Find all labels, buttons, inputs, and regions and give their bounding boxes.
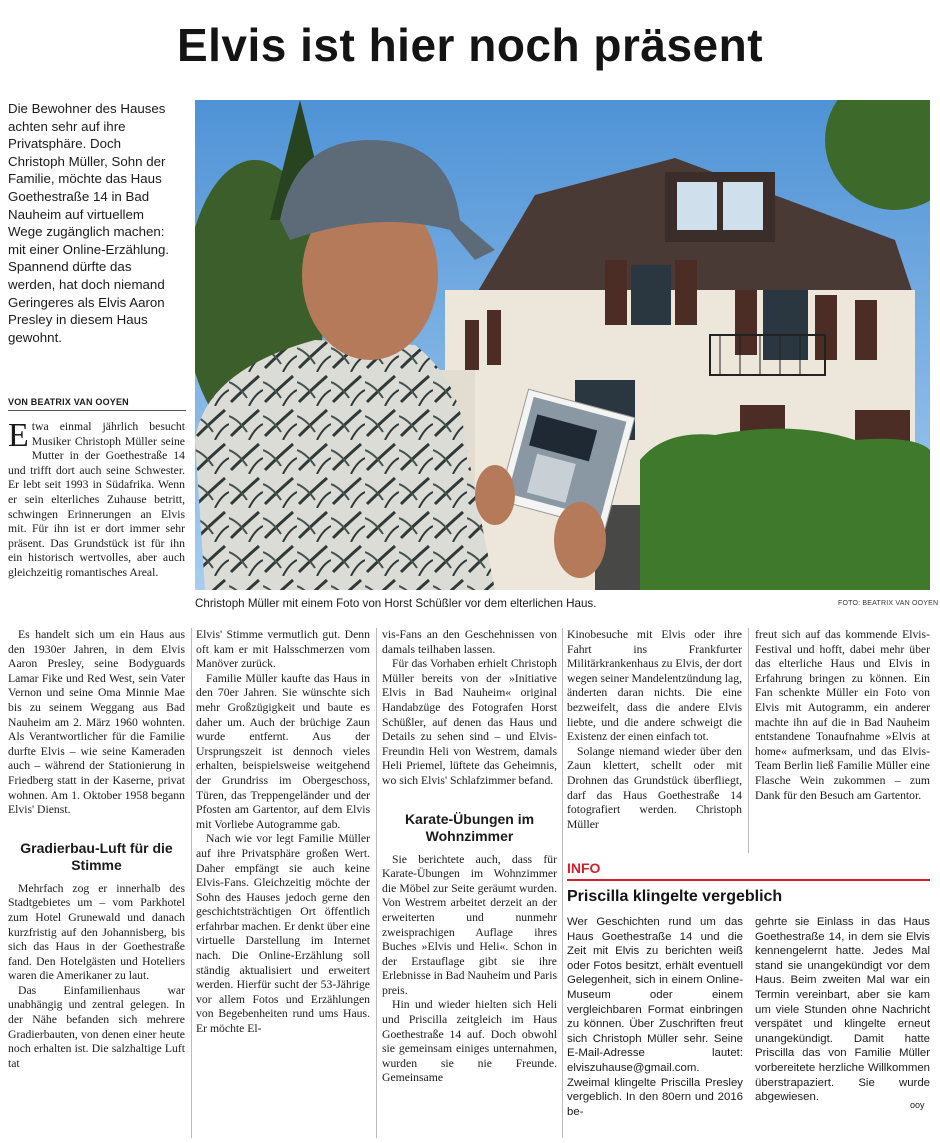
subheading: Gradierbau-Luft für die Stimme (20, 839, 173, 873)
article-photo (195, 100, 930, 590)
paragraph: Das Einfamilienhaus war unabhängig und zentral gelegen. In der Nähe befanden sich mehrere Gradierbauten, von denen einer heute noch erhalten ist. Die salzhaltige Luft tat (8, 983, 185, 1070)
column-4 (567, 628, 742, 832)
column-1 (8, 628, 185, 1071)
paragraph: Hin und wieder hielten sich Heli und Priscilla zeitgleich im Haus Goethestraße 14 auf. Doch obwohl sie gemeinsam einiges unternahmen, wurden sie nie Freunde. Gemeinsame (382, 998, 557, 1085)
info-label: INFO (567, 860, 601, 876)
info-text-right: gehrte sie Einlass in das Haus Goethestraße 14, in dem sie Elvis kennengelernt hatte. Jedes Mal stand sie unangekündigt vor dem Haus. Beim zweiten Mal war ein Termin vereinbart, aber sie kam um viele Stunden ohne Nachricht verspätet und klingelte erneut unangekündigt. Damit hatte Priscilla das von Familie Müller vorbereitete herzliche Willkommen überstrapaziert. Sie wurde abgewiesen. (755, 916, 930, 1104)
paragraph: Sie berichtete auch, dass für Karate-Übungen im Wohnzimmer die Möbel zur Seite geräumt wurden. Von Westrem arbeitet derzeit an der erweiterten und nunmehr zweisprachigen Auflage ihres Buches »Elvis und Heli«. Schon in der Erstauflage gibt sie ihre Erlebnisse in Bad Nauheim und Paris preis. (382, 852, 557, 997)
paragraph: vis-Fans an den Geschehnissen von damals teilhaben lassen. (382, 628, 557, 656)
paragraph: Mehrfach zog er innerhalb des Stadtgebietes um – vom Parkhotel zum Hotel Grunewald und danach kurzfristig auf den Johannisberg, bis sich das Haus in der Goethestraße fand. Den Hotelgästen und Hoteliers waren die Amerikaner zu laut. (8, 881, 185, 983)
paragraph: Solange niemand wieder über den Zaun klettert, schellt oder mit Drohnen das Grundstück überfliegt, darf das Haus Goethestraße 14 fotografiert werden. Christoph Müller (567, 744, 742, 831)
subheading: Karate-Übungen im Wohnzimmer (404, 810, 535, 844)
column-1-top (8, 417, 185, 581)
paragraph: Etwa einmal jährlich besucht Musiker Christoph Müller seine Mutter in der Goethestraße 14 und trifft dort auch seine Schwester. Er lebt seit 1993 in Südafrika. Wenn er sein elterliches Zuhause betritt, schwingen Erinnerungen an Elvis mit. Für ihn ist er dort immer sehr präsent. Das Grundstück ist für ihn ein historisch wertvolles, aber auch gleichzeitig romantisches Areal. (8, 417, 185, 579)
drop-cap: E (8, 417, 29, 454)
column-3 (382, 628, 557, 1086)
info-rule (567, 879, 930, 881)
info-text-left: Wer Geschichten rund um das Haus Goethestraße 14 und die Zeit mit Elvis zu berichten weiß oder Fotos besitzt, erhält eventuell Gelegenheit, sich in einem Online-Museum oder einem vergleichbaren Format einbringen zu können. Über Zuschriften freut sich Christoph Müller sehr. Seine E-Mail-Adresse lautet: elviszuhause@gmail.com. Zweimal klingelte Priscilla Presley vergeblich. In den 80ern und 2016 be- (567, 916, 743, 1118)
column-5 (755, 628, 930, 803)
paragraph: Elvis' Stimme vermutlich gut. Denn oft kam er mit Halsschmerzen vom Manöver zurück. (196, 628, 370, 671)
column-2 (196, 628, 370, 1037)
paragraph: Für das Vorhaben erhielt Christoph Müller bereits von der »Initiative Elvis in Bad Nauheim« original Handabzüge des Fotografen Horst Schüßler, auf denen das Haus und Details zu sehen sind – und Elvis-Freundin Heli von Westrem, damals Heli Priemel, lüftete das Geheimnis, wo sich Elvis' Schlafzimmer befand. (382, 657, 557, 787)
paragraph: Familie Müller kaufte das Haus in den 70er Jahren. Sie wünschte sich mehr Großzügigkeit und baute es daher um. Auch der brüchige Zaun wurde entfernt. Aus der Ursprungszeit ist dennoch vieles erhalten, beispielsweise weitgehend der Grundriss im Obergeschoss, Türen, das Treppengeländer und der Pfosten am Gartentor, auf dem Elvis mit Vorliebe Autogramme gab. (196, 671, 370, 831)
headline: Elvis ist hier noch präsent (176, 19, 764, 71)
intro-text: Die Bewohner des Hauses achten sehr auf ihre Privatsphäre. Doch Christoph Müller, Sohn der Familie, möchte das Haus Goethestraße 14 in Bad Nauheim auf virtuellem Wege zugänglich machen: mit einer Online-Erzählung. Spannend dürfte das werden, hat doch niemand Geringeres als Elvis Aaron Presley in diesem Haus gewohnt. (8, 101, 170, 345)
info-title: Priscilla klingelte vergeblich (567, 888, 783, 905)
photo-credit: FOTO: BEATRIX VAN OOYEN (838, 600, 939, 607)
byline: VON BEATRIX VAN OOYEN (8, 397, 186, 411)
photo-caption: Christoph Müller mit einem Foto von Horst Schüßler vor dem elterlichen Haus. (195, 597, 597, 610)
author-sign: ooy (910, 1100, 925, 1110)
paragraph: Es handelt sich um ein Haus aus den 1930er Jahren, in dem Elvis Aaron Presley, seine Bodyguards Lamar Fike und Red West, sein Vater Vernon und seine Oma Minnie Mae bis zu seinem Weggang aus Bad Nauheim am 2. März 1960 wohnten. Als Verantwortlicher für die Familie durfte Elvis – wie seine Kameraden auch – während der Stationierung in Friedberg statt in der Kaserne, privat wohnen. Am 1. Oktober 1958 begann Elvis' Dienst. (8, 628, 185, 817)
paragraph: freut sich auf das kommende Elvis-Festival und hofft, dabei mehr über das elterliche Haus und Elvis in Erfahrung bringen zu können. Ein Fan schenkte Müller ein Foto von Elvis mit Autogramm, ein anderer machte ihn auf die in Bad Nauheim entstandene Tonaufnahme »Elvis at home« aufmerksam, und das Elvis-Team Berlin ließ Familie Müller eine Flasche Wein zukommen – zum Dank für den Besuch am Gartentor. (755, 628, 930, 802)
paragraph: Kinobesuche mit Elvis oder ihre Fahrt ins Frankfurter Militärkrankenhaus zu Elvis, der dort wegen seiner Mandelentzündung lag, änderten daran nichts. Die eine bezweifelt, dass die andere Elvis liebte, und die andere schweigt die Existenz der einen einfach tot. (567, 628, 742, 744)
paragraph: Nach wie vor legt Familie Müller auf ihre Privatsphäre großen Wert. Daher empfängt sie auch keine Elvis-Fans. Gleichzeitig möchte der Sohn des Hauses jedoch gerne den geschichtsträchtigen Ort öffentlich erfahrbar machen. Er denkt über eine virtuelle Darstellung im Internet nach. Die Online-Erzählung soll ständig aktualisiert und erweitert werden. Hierfür sucht der 53-Jährige vor allem Fotos und Erzählungen von Begebenheiten rund ums Haus. Er möchte El- (196, 832, 370, 1036)
